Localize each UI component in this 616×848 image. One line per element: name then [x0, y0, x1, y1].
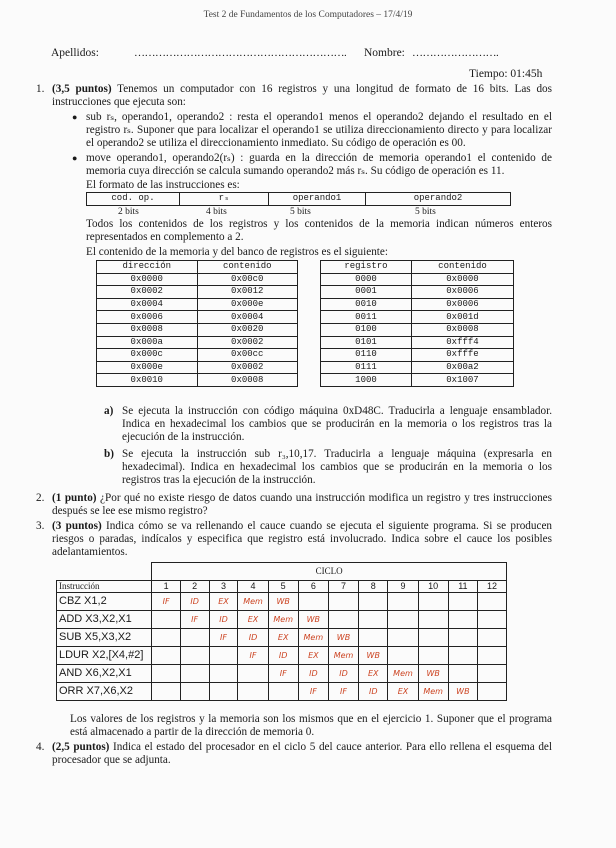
stage-cell[interactable] [152, 664, 180, 682]
stage-cell[interactable] [359, 646, 388, 664]
stage-cell[interactable] [268, 592, 298, 610]
stage-cell[interactable] [478, 646, 507, 664]
register-header: registro [321, 261, 412, 274]
stage-mark: ID [248, 632, 258, 642]
stage-mark: WB [366, 650, 380, 660]
stage-cell[interactable] [418, 664, 448, 682]
q2-points: (1 punto) [52, 492, 97, 504]
exam-header: Test 2 de Fundamentos de los Computadores – 17/4/19 [203, 10, 413, 20]
q4-points: (2,5 puntos) [52, 741, 110, 753]
bits-label: 4 bits [206, 207, 227, 217]
memory-row: 0x000a 0x0002 [97, 336, 298, 349]
stage-cell[interactable] [388, 664, 418, 682]
stage-cell[interactable] [180, 646, 209, 664]
stage-cell[interactable] [238, 628, 268, 646]
part-a-label: a) [104, 405, 114, 417]
memory-row: 0x0010 0x0008 [97, 374, 298, 387]
time-limit: Tiempo: 01:45h [469, 68, 543, 80]
question-4: 4. (2,5 puntos) Indica el estado del procesador en el ciclo 5 del cauce anterior. Para ello rellena el esquema del procesador que se adjunta. [36, 741, 552, 767]
stage-cell[interactable] [152, 682, 180, 700]
stage-cell[interactable] [152, 592, 180, 610]
stage-cell[interactable] [209, 628, 238, 646]
stage-cell[interactable] [478, 610, 507, 628]
stage-cell[interactable] [359, 592, 388, 610]
stage-cell[interactable] [448, 628, 477, 646]
stage-mark: ID [368, 686, 378, 696]
stage-cell[interactable] [180, 664, 209, 682]
stage-cell[interactable] [448, 610, 477, 628]
register-row: 1000 0x1007 [321, 374, 514, 387]
stage-mark: WB [336, 632, 351, 642]
cycle-number: 1 [152, 580, 180, 592]
stage-mark: EX [397, 686, 409, 696]
stage-cell[interactable] [180, 628, 209, 646]
instruction-cell: CBZ X1,2 [57, 592, 152, 610]
stage-cell[interactable] [328, 664, 358, 682]
stage-cell[interactable] [209, 610, 238, 628]
stage-cell[interactable] [152, 610, 180, 628]
bullet-icon: ● [72, 153, 78, 163]
cycle-number: 9 [388, 580, 418, 592]
stage-cell[interactable] [418, 610, 448, 628]
stage-cell[interactable] [268, 646, 298, 664]
stage-cell[interactable] [388, 646, 418, 664]
question-3: 3. (3 puntos) Indica cómo se va rellenando el cauce cuando se ejecuta el siguiente programa. Si se producen riesgos o paradas, indícalos y especifica que registro está involucrado. Indica sobre el cauce los posibles adelantamientos. [36, 520, 553, 559]
stage-cell[interactable] [478, 628, 507, 646]
cycle-number: 2 [180, 580, 209, 592]
stage-mark: IF [162, 596, 170, 606]
part-b-label: b) [104, 448, 114, 460]
q1-number: 1. [36, 83, 45, 95]
cycle-number: 3 [209, 580, 238, 592]
q4-number: 4. [36, 741, 45, 753]
format-title: El formato de las instrucciones es: [86, 179, 240, 191]
q3-number: 3. [36, 520, 45, 532]
stage-cell[interactable] [268, 682, 298, 700]
bullet-icon: ● [72, 112, 78, 122]
stage-cell[interactable] [268, 610, 298, 628]
stage-cell[interactable] [328, 592, 358, 610]
ciclo-header: CICLO [152, 563, 507, 581]
stage-mark: Mem [273, 614, 293, 624]
memory-row: 0x0008 0x0020 [97, 323, 298, 336]
pipeline-row [57, 610, 507, 628]
question-1 [36, 83, 552, 109]
stage-mark: EX [277, 632, 289, 642]
register-row: 0010 0x0006 [321, 298, 514, 311]
stage-mark: Mem [333, 650, 354, 660]
stage-cell[interactable] [152, 646, 180, 664]
stage-mark: IF [219, 632, 227, 642]
instruction-header: Instrucción [57, 580, 152, 592]
instruction-format-table [86, 192, 511, 206]
stage-mark: ID [190, 596, 199, 606]
register-row: 0111 0x00a2 [321, 361, 514, 374]
memory-header: contenido [197, 261, 298, 274]
stage-cell[interactable] [448, 646, 477, 664]
register-table [320, 260, 514, 387]
instruction-cell: ORR X7,X6,X2 [57, 682, 152, 700]
nombre-field[interactable]: ……………………. [412, 47, 499, 59]
stage-cell[interactable] [298, 610, 328, 628]
stage-cell[interactable] [359, 610, 388, 628]
stage-mark: EX [247, 614, 259, 624]
stage-cell[interactable] [418, 628, 448, 646]
pipeline-table [56, 562, 507, 701]
stage-mark: ID [339, 668, 348, 678]
memory-row: 0x000c 0x00cc [97, 349, 298, 362]
q3-points: (3 puntos) [52, 520, 102, 532]
stage-mark: Mem [243, 596, 263, 606]
stage-cell[interactable] [418, 592, 448, 610]
stage-cell[interactable] [328, 628, 358, 646]
apellidos-field[interactable]: ……………………………………………………. [134, 47, 347, 59]
q1-intro: Tenemos un computador con 16 registros y una longitud de formato de 16 bits. Las dos instrucciones que ejecuta son: [52, 83, 552, 109]
q1-part-b: b) Se ejecuta la instrucción sub r₃,10,17. Traducirla a lenguaje máquina (expresarla en hexadecimal). Indica en hexadecimal los cambios que se producirán en la memoria o los registros tras la ejecución de la instrucción. [104, 448, 552, 487]
cycle-number: 5 [268, 580, 298, 592]
cycle-number: 7 [328, 580, 358, 592]
stage-mark: EX [308, 650, 319, 660]
nombre-label: Nombre: [364, 47, 405, 59]
stage-cell[interactable] [388, 610, 418, 628]
stage-cell[interactable] [359, 664, 388, 682]
stage-mark: Mem [303, 632, 324, 642]
memory-row: 0x0006 0x0004 [97, 311, 298, 324]
pipeline-row [57, 628, 507, 646]
stage-mark: WB [426, 668, 440, 678]
bits-label: 5 bits [415, 207, 436, 217]
stage-cell[interactable] [478, 592, 507, 610]
stage-mark: EX [367, 668, 379, 678]
stage-cell[interactable] [209, 682, 238, 700]
stage-cell[interactable] [298, 664, 328, 682]
contents-note: Todos los contenidos de los registros y los contenidos de la memoria indican números enteros representados en complemento a 2. [86, 218, 552, 244]
stage-mark: WB [306, 614, 321, 624]
register-row: 0011 0x001d [321, 311, 514, 324]
stage-cell[interactable] [328, 646, 358, 664]
stage-cell[interactable] [448, 682, 477, 700]
stage-cell[interactable] [328, 610, 358, 628]
pipeline-row [57, 664, 507, 682]
stage-mark: IF [279, 668, 287, 678]
q1-bullet-move: ● move operando1, operando2(rₛ) : guarda en la dirección de memoria operando1 el contenido de memoria cuya dirección se calcula sumando operando2 más rₛ. Su código de operación es 11. [72, 152, 552, 178]
stage-cell[interactable] [298, 682, 328, 700]
bits-label: 5 bits [290, 207, 311, 217]
stage-cell[interactable] [388, 592, 418, 610]
stage-cell[interactable] [478, 664, 507, 682]
apellidos-label: Apellidos: [51, 47, 99, 59]
stage-mark: IF [309, 686, 317, 696]
register-row: 0000 0x0000 [321, 273, 514, 286]
register-row: 0110 0xfffe [321, 349, 514, 362]
stage-cell[interactable] [180, 682, 209, 700]
instruction-cell: AND X6,X2,X1 [57, 664, 152, 682]
stage-mark: ID [278, 650, 288, 660]
stage-mark: ID [309, 668, 318, 678]
question-2: 2. (1 punto) ¿Por qué no existe riesgo de datos cuando una instrucción modifica un registro y tres instrucciones después se lee ese mismo registro? [36, 492, 553, 518]
format-field: cod. op. [87, 193, 180, 206]
cycle-number: 11 [448, 580, 477, 592]
register-row: 0101 0xfff4 [321, 336, 514, 349]
stage-cell[interactable] [238, 646, 268, 664]
stage-cell[interactable] [268, 664, 298, 682]
memory-row: 0x0000 0x00c0 [97, 273, 298, 286]
register-header: contenido [411, 261, 513, 274]
memory-header: dirección [97, 261, 198, 274]
q1-points: (3,5 puntos) [52, 83, 112, 95]
stage-mark: Mem [393, 668, 413, 678]
stage-mark: IF [191, 614, 199, 624]
stage-cell[interactable] [238, 682, 268, 700]
pipeline-row [57, 592, 507, 610]
stage-cell[interactable] [328, 682, 358, 700]
stage-cell[interactable] [238, 592, 268, 610]
stage-cell[interactable] [298, 628, 328, 646]
cycle-number: 6 [298, 580, 328, 592]
memory-row: 0x000e 0x0002 [97, 361, 298, 374]
stage-cell[interactable] [478, 682, 507, 700]
stage-mark: ID [219, 614, 228, 624]
stage-cell[interactable] [448, 592, 477, 610]
stage-cell[interactable] [359, 682, 388, 700]
stage-cell[interactable] [180, 592, 209, 610]
tables-title: El contenido de la memoria y del banco de registros es el siguiente: [86, 246, 388, 258]
stage-cell[interactable] [418, 646, 448, 664]
stage-mark: WB [276, 596, 290, 606]
stage-mark: IF [249, 650, 257, 660]
stage-cell[interactable] [180, 610, 209, 628]
memory-table [96, 260, 298, 387]
q1-bullet-sub: ● sub rₛ, operando1, operando2 : resta el operando1 menos el operando2 dejando el resultado en el registro rₛ. Suponer que para localizar el operando1 se utiliza direccionamiento directo y para localizar el operando2 se utiliza el direccionamiento inmediato. Su código de operación es 00. [72, 111, 552, 150]
memory-row: 0x0002 0x0012 [97, 286, 298, 299]
stage-cell[interactable] [209, 592, 238, 610]
q2-number: 2. [36, 492, 45, 504]
instruction-cell: SUB X5,X3,X2 [57, 628, 152, 646]
stage-cell[interactable] [298, 646, 328, 664]
stage-cell[interactable] [388, 682, 418, 700]
stage-cell[interactable] [388, 628, 418, 646]
instruction-cell: LDUR X2,[X4,#2] [57, 646, 152, 664]
format-field: operando2 [366, 193, 511, 206]
stage-cell[interactable] [268, 628, 298, 646]
stage-cell[interactable] [152, 628, 180, 646]
cycle-number: 10 [418, 580, 448, 592]
stage-mark: Mem [423, 686, 443, 696]
format-field: rₛ [180, 193, 269, 206]
pipeline-row [57, 646, 507, 664]
q1-part-a: a) Se ejecuta la instrucción con código máquina 0xD48C. Traducirla a lenguaje ensamblador. Indica en hexadecimal los cambios que se producirán en la memoria o los registros tras la ejecución de la instrucción. [104, 405, 552, 444]
stage-cell[interactable] [209, 664, 238, 682]
cycle-number: 12 [478, 580, 507, 592]
q3-after-text: Los valores de los registros y la memoria son los mismos que en el ejercicio 1. Suponer que el programa está almacenado a partir de la dirección de memoria 0. [70, 713, 552, 739]
stage-mark: IF [340, 686, 347, 696]
memory-row: 0x0004 0x000e [97, 298, 298, 311]
register-row: 0100 0x0008 [321, 323, 514, 336]
format-field: operando1 [269, 193, 366, 206]
register-row: 0001 0x0006 [321, 286, 514, 299]
pipeline-row [57, 682, 507, 700]
stage-cell[interactable] [448, 664, 477, 682]
stage-mark: EX [218, 596, 229, 606]
instruction-cell: ADD X3,X2,X1 [57, 610, 152, 628]
stage-cell[interactable] [238, 610, 268, 628]
stage-cell[interactable] [418, 682, 448, 700]
bits-label: 2 bits [118, 207, 139, 217]
stage-mark: WB [456, 686, 470, 696]
cycle-number: 8 [359, 580, 388, 592]
stage-cell[interactable] [209, 646, 238, 664]
stage-cell[interactable] [298, 592, 328, 610]
cycle-number: 4 [238, 580, 268, 592]
stage-cell[interactable] [238, 664, 268, 682]
stage-cell[interactable] [359, 628, 388, 646]
